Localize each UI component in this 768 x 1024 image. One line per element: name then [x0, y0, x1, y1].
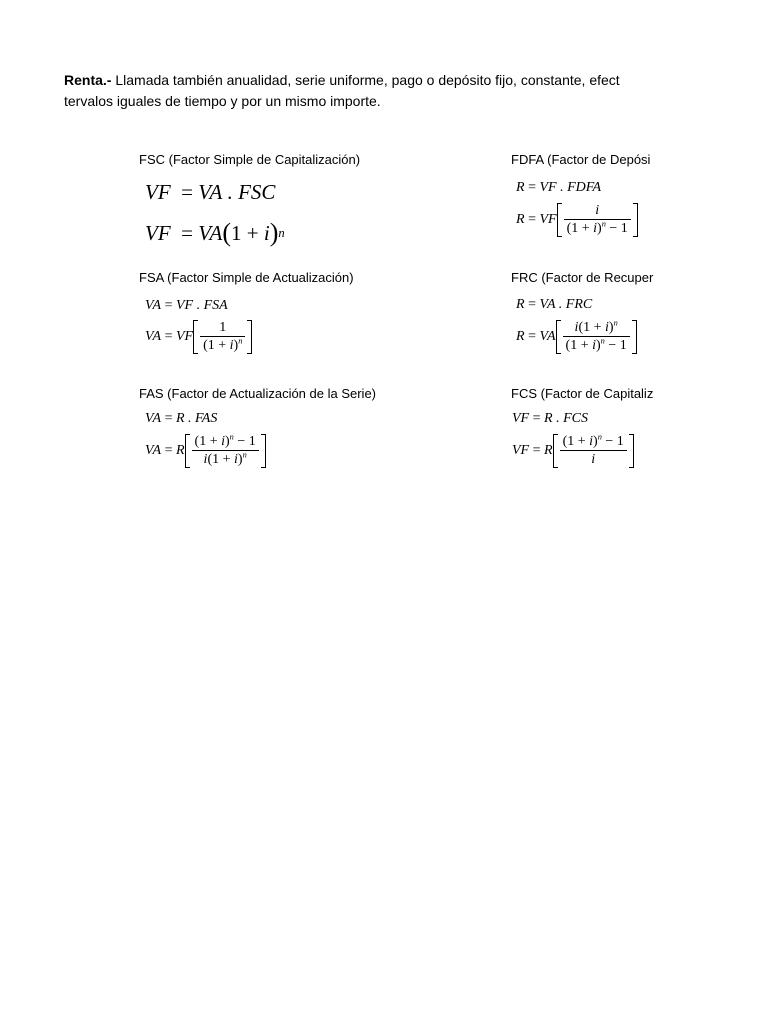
intro-bold-term: Renta.-	[64, 72, 112, 88]
fcs-formula-2: VF = R $\frac{(1 + i)^n - 1}{i}$	[512, 434, 634, 468]
fsc-formula-1: VF = VA . FSC	[145, 180, 276, 204]
fas-label: FAS (Factor de Actualización de la Serie)	[139, 386, 377, 401]
fdfa-formula-1: R = VF . FDFA	[516, 180, 602, 195]
intro-line2-text: tervalos iguales de tiempo y por un mismo importe.	[64, 93, 381, 109]
fsa-formula-1: VA = VF . FSA	[145, 298, 228, 313]
fsa-label: FSA (Factor Simple de Actualización)	[139, 270, 354, 285]
fcs-formula-1: VF = R . FCS	[512, 411, 588, 426]
fsc-formula-2: VF = VA ( 1 + i ) n	[145, 218, 285, 247]
intro-paragraph	[64, 70, 660, 112]
fas-formula-1: VA = R . FAS	[145, 411, 218, 426]
intro-line1-text: Llamada también anualidad, serie uniforme, pago o depósito fijo, constante, efect	[111, 72, 620, 88]
frc-formula-2: R = VA $\frac{i(1 + i)^n}{(1 + i)^n - 1}$	[516, 320, 637, 354]
frc-formula-1: R = VA . FRC	[516, 297, 593, 312]
fcs-label: FCS (Factor de Capitaliz	[511, 386, 654, 401]
fdfa-label: FDFA (Factor de Depósi	[511, 152, 651, 167]
fdfa-formula-2: R = VF $\frac{i}{(1 + i)^n - 1}$	[516, 203, 638, 237]
frc-label: FRC (Factor de Recuper	[511, 270, 654, 285]
fsc-label: FSC (Factor Simple de Capitalización)	[139, 152, 361, 167]
fas-formula-2: VA = R $\frac{(1 + i)^n - 1}{i(1 + i)^n}$	[145, 434, 266, 468]
fsa-formula-2: VA = VF $\frac{1}{(1 + i)^n}$	[145, 320, 252, 354]
